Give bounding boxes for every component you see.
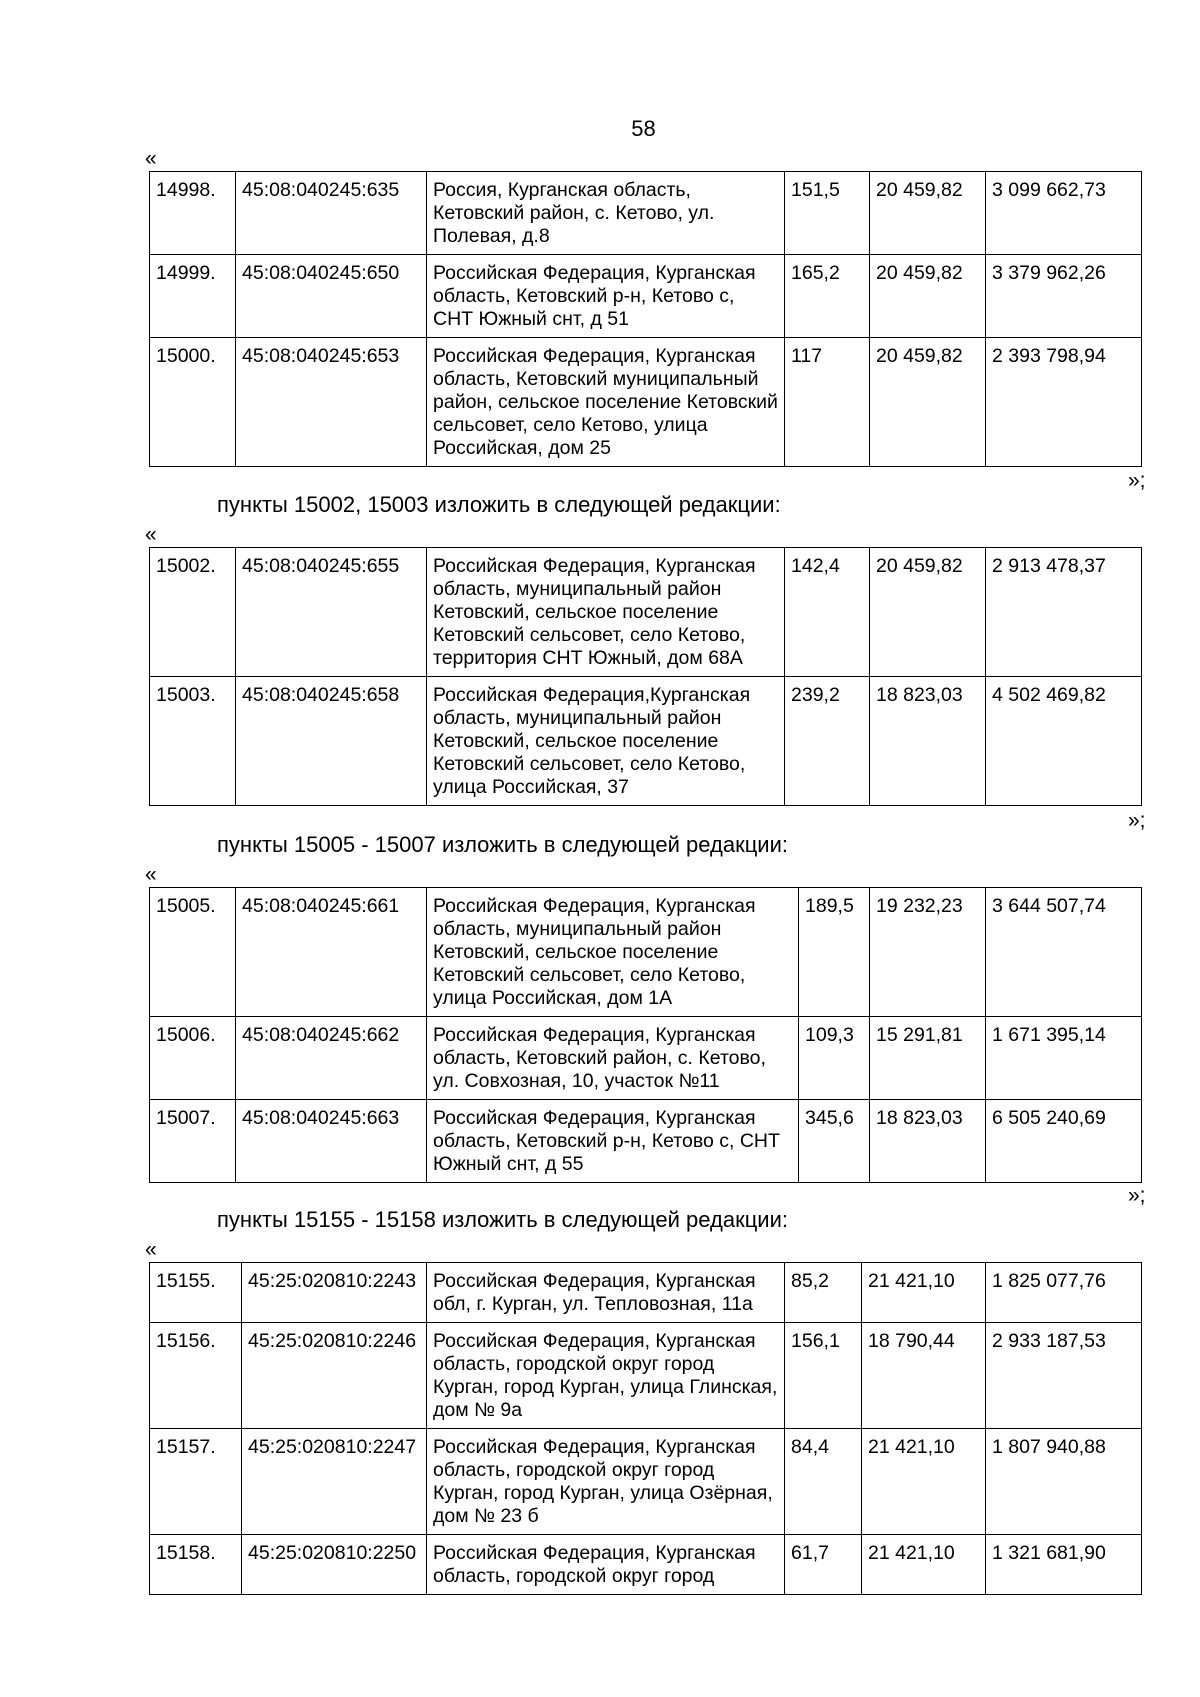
- cadastral-value: 3 644 507,74: [986, 888, 1142, 1017]
- cadastral-number: 45:08:040245:662: [236, 1017, 427, 1100]
- area: 84,4: [785, 1429, 862, 1535]
- area: 189,5: [799, 888, 870, 1017]
- specific-value: 19 232,23: [870, 888, 986, 1017]
- page-number: 58: [631, 116, 656, 141]
- table-row: [150, 677, 1142, 806]
- row-number: 15002.: [150, 548, 236, 677]
- cadastral-number: 45:08:040245:655: [236, 548, 427, 677]
- table-row: [150, 1535, 1142, 1595]
- specific-value: 21 421,10: [862, 1535, 986, 1595]
- specific-value: 18 790,44: [862, 1323, 986, 1429]
- row-number: 15006.: [150, 1017, 236, 1100]
- cadastral-value: 1 825 077,76: [986, 1263, 1142, 1323]
- cadastral-number: 45:25:020810:2247: [242, 1429, 427, 1535]
- row-number: 14998.: [150, 172, 236, 255]
- specific-value: 20 459,82: [870, 548, 986, 677]
- row-number: 14999.: [150, 255, 236, 338]
- registry-table: [149, 887, 1142, 1183]
- row-number: 15003.: [150, 677, 236, 806]
- table-row: [150, 1429, 1142, 1535]
- area: 151,5: [785, 172, 870, 255]
- close-quote: »;: [1128, 809, 1146, 832]
- address: Российская Федерация, Курганская область, Кетовский р-н, Кетово с, СНТ Южный снт, д 51: [427, 255, 785, 338]
- specific-value: 18 823,03: [870, 677, 986, 806]
- area: 165,2: [785, 255, 870, 338]
- table-row: [150, 888, 1142, 1017]
- cadastral-number: 45:08:040245:653: [236, 338, 427, 467]
- row-number: 15000.: [150, 338, 236, 467]
- cadastral-number: 45:08:040245:650: [236, 255, 427, 338]
- specific-value: 15 291,81: [870, 1017, 986, 1100]
- registry-table: [149, 171, 1142, 467]
- open-quote: «: [145, 523, 157, 546]
- cadastral-value: 2 933 187,53: [986, 1323, 1142, 1429]
- cadastral-value: 6 505 240,69: [986, 1100, 1142, 1183]
- area: 239,2: [785, 677, 870, 806]
- cadastral-value: 1 321 681,90: [986, 1535, 1142, 1595]
- cadastral-number: 45:08:040245:663: [236, 1100, 427, 1183]
- close-quote: »;: [1128, 1184, 1146, 1207]
- row-number: 15157.: [150, 1429, 242, 1535]
- registry-table: [149, 547, 1142, 806]
- cadastral-value: 4 502 469,82: [986, 677, 1142, 806]
- specific-value: 20 459,82: [870, 172, 986, 255]
- address: Россия, Курганская область, Кетовский район, с. Кетово, ул. Полевая, д.8: [427, 172, 785, 255]
- table-row: [150, 1263, 1142, 1323]
- area: 109,3: [799, 1017, 870, 1100]
- table-row: [150, 1017, 1142, 1100]
- cadastral-number: 45:08:040245:661: [236, 888, 427, 1017]
- section-intro: пункты 15002, 15003 изложить в следующей редакции:: [217, 492, 781, 517]
- area: 85,2: [785, 1263, 862, 1323]
- specific-value: 21 421,10: [862, 1429, 986, 1535]
- table-row: [150, 172, 1142, 255]
- cadastral-number: 45:25:020810:2243: [242, 1263, 427, 1323]
- table-row: [150, 1323, 1142, 1429]
- cadastral-value: 2 913 478,37: [986, 548, 1142, 677]
- area: 117: [785, 338, 870, 467]
- address: Российская Федерация, Курганская область, городской округ город: [427, 1535, 785, 1595]
- address: Российская Федерация, Курганская область, Кетовский р-н, Кетово с, СНТ Южный снт, д 55: [427, 1100, 799, 1183]
- close-quote: »;: [1128, 469, 1146, 492]
- open-quote: «: [145, 1238, 157, 1261]
- address: Российская Федерация, Курганская область, муниципальный район Кетовский, сельское поселение Кетовский сельсовет, село Кетово, улица Российская, дом 1А: [427, 888, 799, 1017]
- table-row: [150, 255, 1142, 338]
- cadastral-value: 1 671 395,14: [986, 1017, 1142, 1100]
- specific-value: 20 459,82: [870, 255, 986, 338]
- specific-value: 18 823,03: [870, 1100, 986, 1183]
- area: 156,1: [785, 1323, 862, 1429]
- table-row: [150, 338, 1142, 467]
- row-number: 15156.: [150, 1323, 242, 1429]
- address: Российская Федерация, Курганская область, Кетовский район, с. Кетово, ул. Совхозная, 10, участок №11: [427, 1017, 799, 1100]
- specific-value: 21 421,10: [862, 1263, 986, 1323]
- address: Российская Федерация, Курганская область, городской округ город Курган, город Курган, улица Озёрная, дом № 23 б: [427, 1429, 785, 1535]
- row-number: 15155.: [150, 1263, 242, 1323]
- open-quote: «: [145, 863, 157, 886]
- section-intro: пункты 15005 - 15007 изложить в следующей редакции:: [217, 832, 789, 857]
- cadastral-number: 45:25:020810:2246: [242, 1323, 427, 1429]
- cadastral-number: 45:08:040245:658: [236, 677, 427, 806]
- row-number: 15005.: [150, 888, 236, 1017]
- area: 142,4: [785, 548, 870, 677]
- cadastral-value: 3 379 962,26: [986, 255, 1142, 338]
- address: Российская Федерация,Курганская область, муниципальный район Кетовский, сельское поселение Кетовский сельсовет, село Кетово, улица Российская, 37: [427, 677, 785, 806]
- area: 345,6: [799, 1100, 870, 1183]
- cadastral-value: 3 099 662,73: [986, 172, 1142, 255]
- cadastral-number: 45:08:040245:635: [236, 172, 427, 255]
- address: Российская Федерация, Курганская область, муниципальный район Кетовский, сельское поселение Кетовский сельсовет, село Кетово, территория СНТ Южный, дом 68А: [427, 548, 785, 677]
- address: Российская Федерация, Курганская обл, г. Курган, ул. Тепловозная, 11а: [427, 1263, 785, 1323]
- open-quote: «: [145, 147, 157, 170]
- specific-value: 20 459,82: [870, 338, 986, 467]
- cadastral-value: 1 807 940,88: [986, 1429, 1142, 1535]
- row-number: 15158.: [150, 1535, 242, 1595]
- address: Российская Федерация, Курганская область, городской округ город Курган, город Курган, улица Глинская, дом № 9а: [427, 1323, 785, 1429]
- section-intro: пункты 15155 - 15158 изложить в следующей редакции:: [217, 1207, 789, 1232]
- row-number: 15007.: [150, 1100, 236, 1183]
- table-row: [150, 548, 1142, 677]
- table-row: [150, 1100, 1142, 1183]
- cadastral-value: 2 393 798,94: [986, 338, 1142, 467]
- area: 61,7: [785, 1535, 862, 1595]
- cadastral-number: 45:25:020810:2250: [242, 1535, 427, 1595]
- address: Российская Федерация, Курганская область, Кетовский муниципальный район, сельское поселение Кетовский сельсовет, село Кетово, улица Российская, дом 25: [427, 338, 785, 467]
- registry-table: [149, 1262, 1142, 1595]
